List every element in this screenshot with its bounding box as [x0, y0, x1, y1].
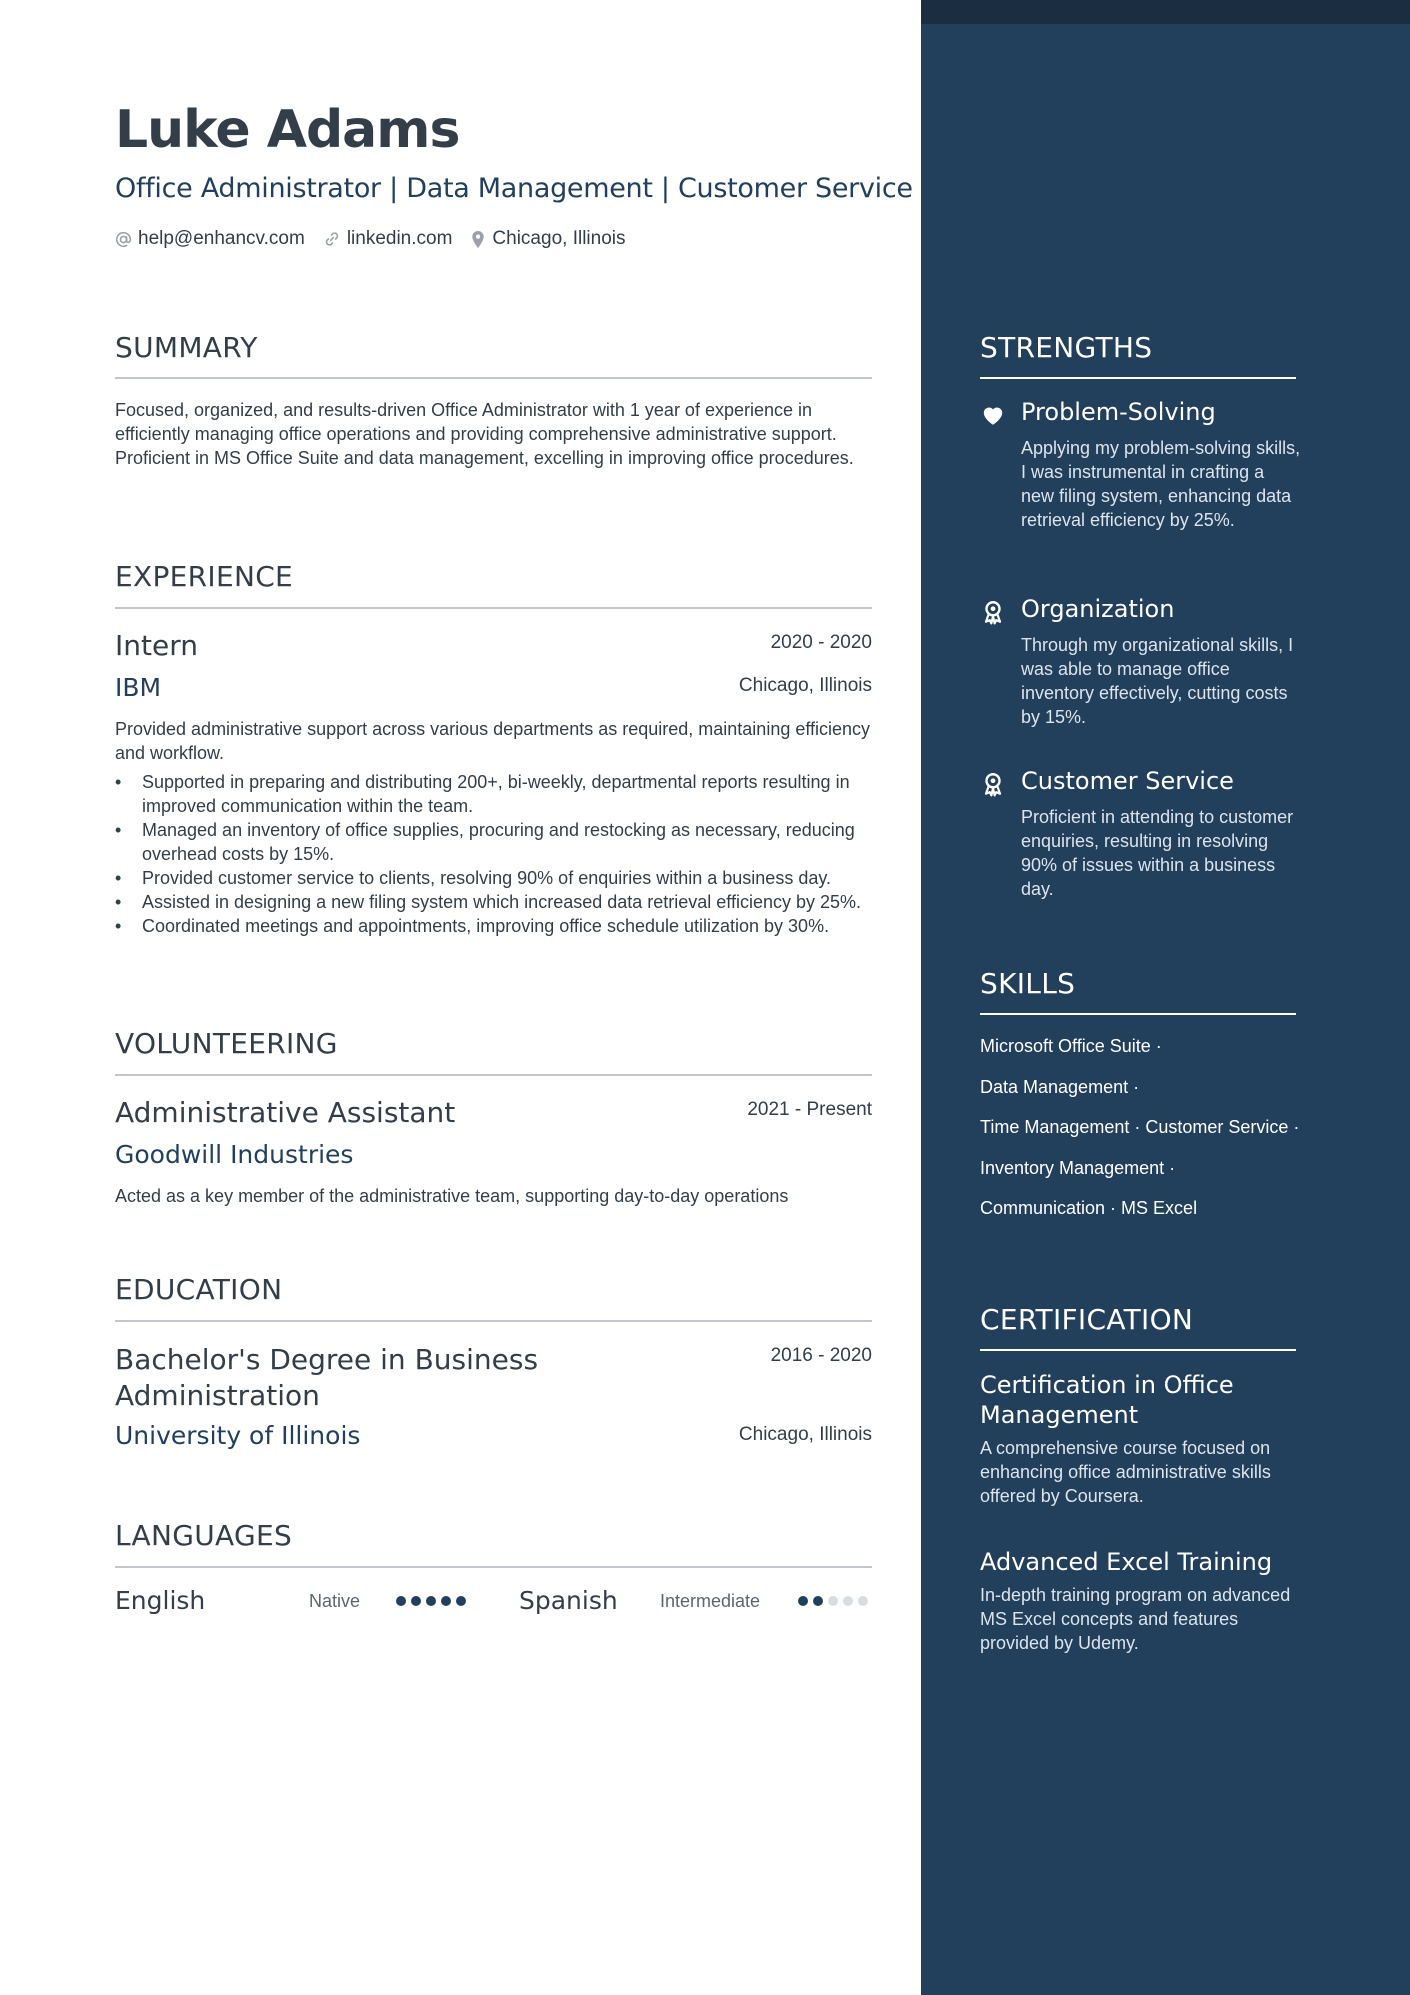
language-name: Spanish — [519, 1586, 618, 1615]
education-degree: Bachelor's Degree in Business Administration — [115, 1343, 539, 1412]
experience-bullet: • Supported in preparing and distributing 200+, bi-weekly, departmental reports resulting in improved communication within the team. — [115, 770, 872, 818]
education-school: University of Illinois — [115, 1421, 361, 1450]
heart-icon — [980, 402, 1006, 428]
volunteering-organization: Goodwill Industries — [115, 1140, 354, 1169]
award-icon — [980, 599, 1006, 625]
language-rating — [396, 1596, 466, 1606]
at-icon — [115, 231, 132, 248]
rating-dot — [411, 1596, 421, 1606]
languages-heading: LANGUAGES — [115, 1519, 293, 1552]
rating-dot — [441, 1596, 451, 1606]
strength-title: Customer Service — [1021, 767, 1234, 795]
contact-email-text: help@enhancv.com — [138, 228, 305, 249]
experience-heading: EXPERIENCE — [115, 560, 294, 593]
language-level: Native — [309, 1591, 361, 1611]
candidate-name: Luke Adams — [115, 100, 460, 160]
contact-linkedin[interactable] — [323, 228, 453, 250]
certification-description: In-depth training program on advanced MS Excel concepts and features provided by Udemy. — [980, 1585, 1291, 1653]
language-rating — [798, 1596, 868, 1606]
rating-dot — [456, 1596, 466, 1606]
volunteering-divider — [115, 1074, 872, 1076]
strength-title: Problem-Solving — [1021, 398, 1216, 426]
sidebar-top-band — [921, 0, 1410, 24]
strengths-divider — [980, 377, 1296, 379]
education-location: Chicago, Illinois — [738, 1424, 872, 1445]
language-level: Intermediate — [660, 1591, 761, 1611]
experience-role: Intern — [115, 629, 198, 662]
certification-description: A comprehensive course focused on enhancing office administrative skills offered by Coursera. — [980, 1438, 1271, 1506]
experience-bullet: • Provided customer service to clients, resolving 90% of enquiries within a business day. — [115, 866, 872, 890]
rating-dot — [828, 1596, 838, 1606]
skill-line: Data Management · — [980, 1077, 1140, 1097]
experience-bullet: • Coordinated meetings and appointments, improving office schedule utilization by 30%. — [115, 914, 872, 938]
award-icon — [980, 771, 1006, 797]
rating-dot — [843, 1596, 853, 1606]
certification-divider — [980, 1349, 1296, 1351]
experience-achievements — [115, 770, 872, 938]
volunteering-dates: 2021 - Present — [747, 1099, 872, 1120]
strength-description: Through my organizational skills, I was able to manage office inventory effectively, cutting costs by 15%. — [1021, 635, 1294, 727]
skill-line: Time Management · Customer Service · — [980, 1117, 1300, 1137]
candidate-headline: Office Administrator | Data Management | Customer Service — [115, 173, 913, 204]
rating-dot — [858, 1596, 868, 1606]
skill-line: Inventory Management · — [980, 1158, 1176, 1178]
contact-email[interactable] — [115, 228, 305, 250]
experience-location: Chicago, Illinois — [738, 675, 872, 696]
certification-heading: CERTIFICATION — [980, 1303, 1194, 1336]
rating-dot — [798, 1596, 808, 1606]
contact-location-text: Chicago, Illinois — [492, 228, 626, 249]
certification-title: Advanced Excel Training — [980, 1548, 1273, 1576]
strength-description: Applying my problem-solving skills, I was instrumental in crafting a new filing system, enhancing data retrieval efficiency by 25%. — [1021, 438, 1301, 530]
education-dates: 2016 - 2020 — [770, 1345, 872, 1366]
experience-divider — [115, 607, 872, 609]
contact-location — [470, 228, 625, 250]
experience-bullet: • Assisted in designing a new filing system which increased data retrieval efficiency by 25%. — [115, 890, 872, 914]
contact-linkedin-text: linkedin.com — [346, 228, 453, 249]
rating-dot — [813, 1596, 823, 1606]
contact-bar — [115, 228, 626, 250]
skills-divider — [980, 1013, 1296, 1015]
strengths-heading: STRENGTHS — [980, 331, 1153, 364]
link-icon — [323, 230, 341, 248]
volunteering-description: Acted as a key member of the administrative team, supporting day-to-day operations — [115, 1186, 789, 1206]
skills-heading: SKILLS — [980, 967, 1076, 1000]
languages-list — [115, 1586, 872, 1620]
summary-divider — [115, 377, 872, 379]
strength-description: Proficient in attending to customer enquiries, resulting in resolving 90% of issues within a business day. — [1021, 807, 1294, 899]
summary-text: Focused, organized, and results-driven Office Administrator with 1 year of experience in efficiently managing office operations and providing comprehensive administrative support. Proficient in MS Office Suite and data management, excelling in improving office procedures. — [115, 400, 854, 468]
languages-divider — [115, 1566, 872, 1568]
certification-title: Certification in Office Management — [980, 1371, 1234, 1429]
language-name: English — [115, 1586, 206, 1615]
experience-description: Provided administrative support across various departments as required, maintaining efficiency and workflow. — [115, 719, 871, 763]
sidebar — [921, 0, 1410, 1995]
skill-line: Communication · MS Excel — [980, 1198, 1198, 1218]
volunteering-heading: VOLUNTEERING — [115, 1027, 338, 1060]
education-heading: EDUCATION — [115, 1273, 283, 1306]
volunteering-role: Administrative Assistant — [115, 1096, 456, 1129]
experience-dates: 2020 - 2020 — [770, 632, 872, 653]
strength-title: Organization — [1021, 595, 1175, 623]
rating-dot — [396, 1596, 406, 1606]
rating-dot — [426, 1596, 436, 1606]
education-divider — [115, 1320, 872, 1322]
experience-bullet: • Managed an inventory of office supplies, procuring and restocking as necessary, reducing overhead costs by 15%. — [115, 818, 872, 866]
experience-company: IBM — [115, 673, 162, 702]
summary-heading: SUMMARY — [115, 331, 258, 364]
skill-line: Microsoft Office Suite · — [980, 1036, 1162, 1056]
map-pin-icon — [470, 230, 486, 249]
